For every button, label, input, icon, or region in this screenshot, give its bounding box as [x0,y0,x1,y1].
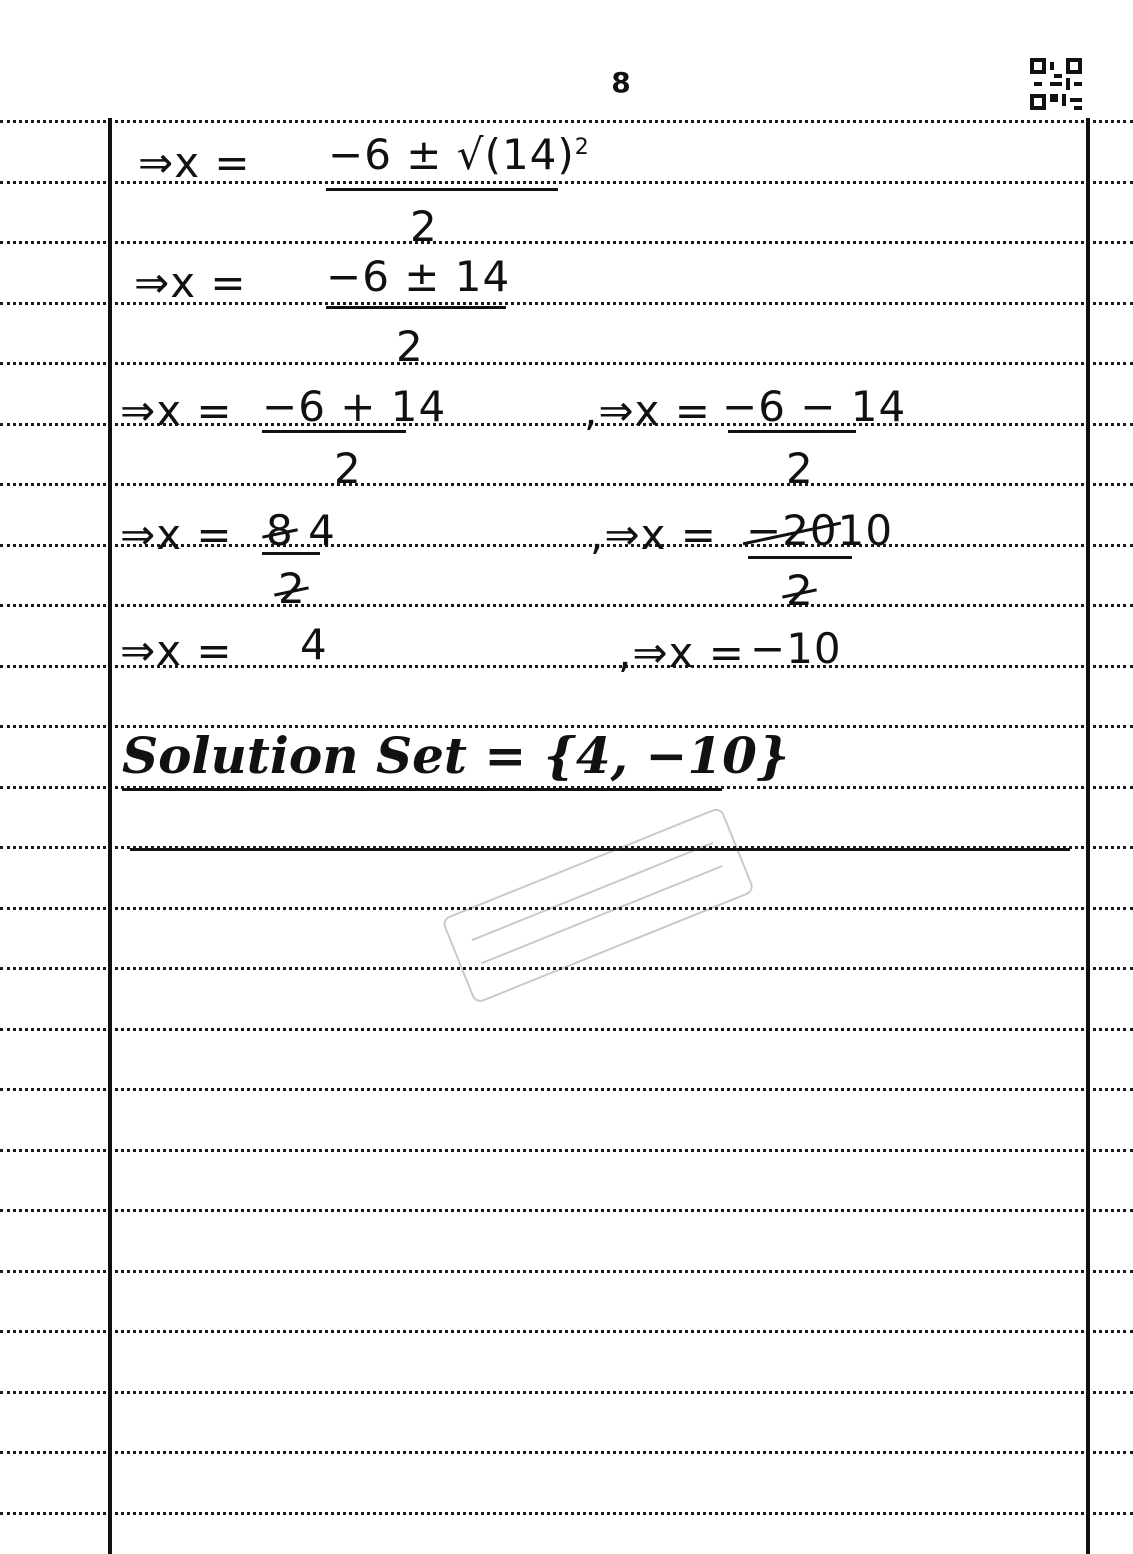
step2-denominator: 2 [396,322,423,371]
stamp-watermark [380,790,820,1030]
step4a-fraction-bar [262,552,320,555]
ruled-line [0,1391,1133,1394]
step4a-struck-denominator: 2 [278,564,305,613]
step5b-value: −10 [750,624,842,673]
step4b-struck-numerator: −20 [746,506,838,555]
step4b-struck-denominator: 2 [786,566,813,615]
step1-numerator [328,130,590,179]
right-margin-line [1086,118,1090,1554]
ruled-line [0,1209,1133,1212]
step1-denominator: 2 [410,202,437,251]
step3a-denominator: 2 [334,444,361,493]
step3b-numerator: −6 − 14 [722,382,907,431]
ruled-line [0,241,1133,244]
step4b-denominator [786,566,813,615]
step5a-value: 4 [300,620,328,669]
ruled-line [0,1330,1133,1333]
ruled-line [0,1451,1133,1454]
step5a-lhs: ⇒x = [120,626,233,675]
qr-code-icon [1030,58,1082,110]
ruled-line [0,1512,1133,1515]
step3b-fraction-bar [728,430,856,433]
step4b-fraction-bar [748,556,852,559]
step1-numerator-text: −6 ± √(14) [328,130,575,179]
step1-exponent: 2 [574,135,590,160]
step2-fraction-bar [326,306,506,309]
ruled-line [0,1149,1133,1152]
left-margin-line [108,118,112,1554]
step4b-result: 10 [837,506,894,555]
ruled-line [0,362,1133,365]
step4a-denominator [278,564,305,613]
step1-lhs: ⇒x = [138,138,251,187]
ruled-line [0,604,1133,607]
ruled-line [0,483,1133,486]
solution-set: Solution Set = {4, −10} [122,726,790,785]
step4b-numerator [746,506,894,555]
step3a-fraction-bar [262,430,406,433]
step3b-denominator: 2 [786,444,813,493]
step4a-lhs: ⇒x = [120,510,233,559]
step1-fraction-bar [326,188,558,191]
step4a-numerator [266,506,336,555]
step2-numerator: −6 ± 14 [326,252,511,301]
step3a-lhs: ⇒x = [120,386,233,435]
step4b-lhs: ,⇒x = [590,510,717,559]
step3a-numerator: −6 + 14 [262,382,447,431]
step5b-lhs: ,⇒x = [618,628,745,677]
step4a-result: 4 [308,506,336,555]
ruled-line [0,120,1133,123]
step4a-struck-numerator: 8 [266,506,294,555]
step2-lhs: ⇒x = [134,258,247,307]
page-number: 8 [611,66,631,99]
step3b-lhs: ,⇒x = [584,386,711,435]
ruled-line [0,1088,1133,1091]
ruled-line [0,1270,1133,1273]
